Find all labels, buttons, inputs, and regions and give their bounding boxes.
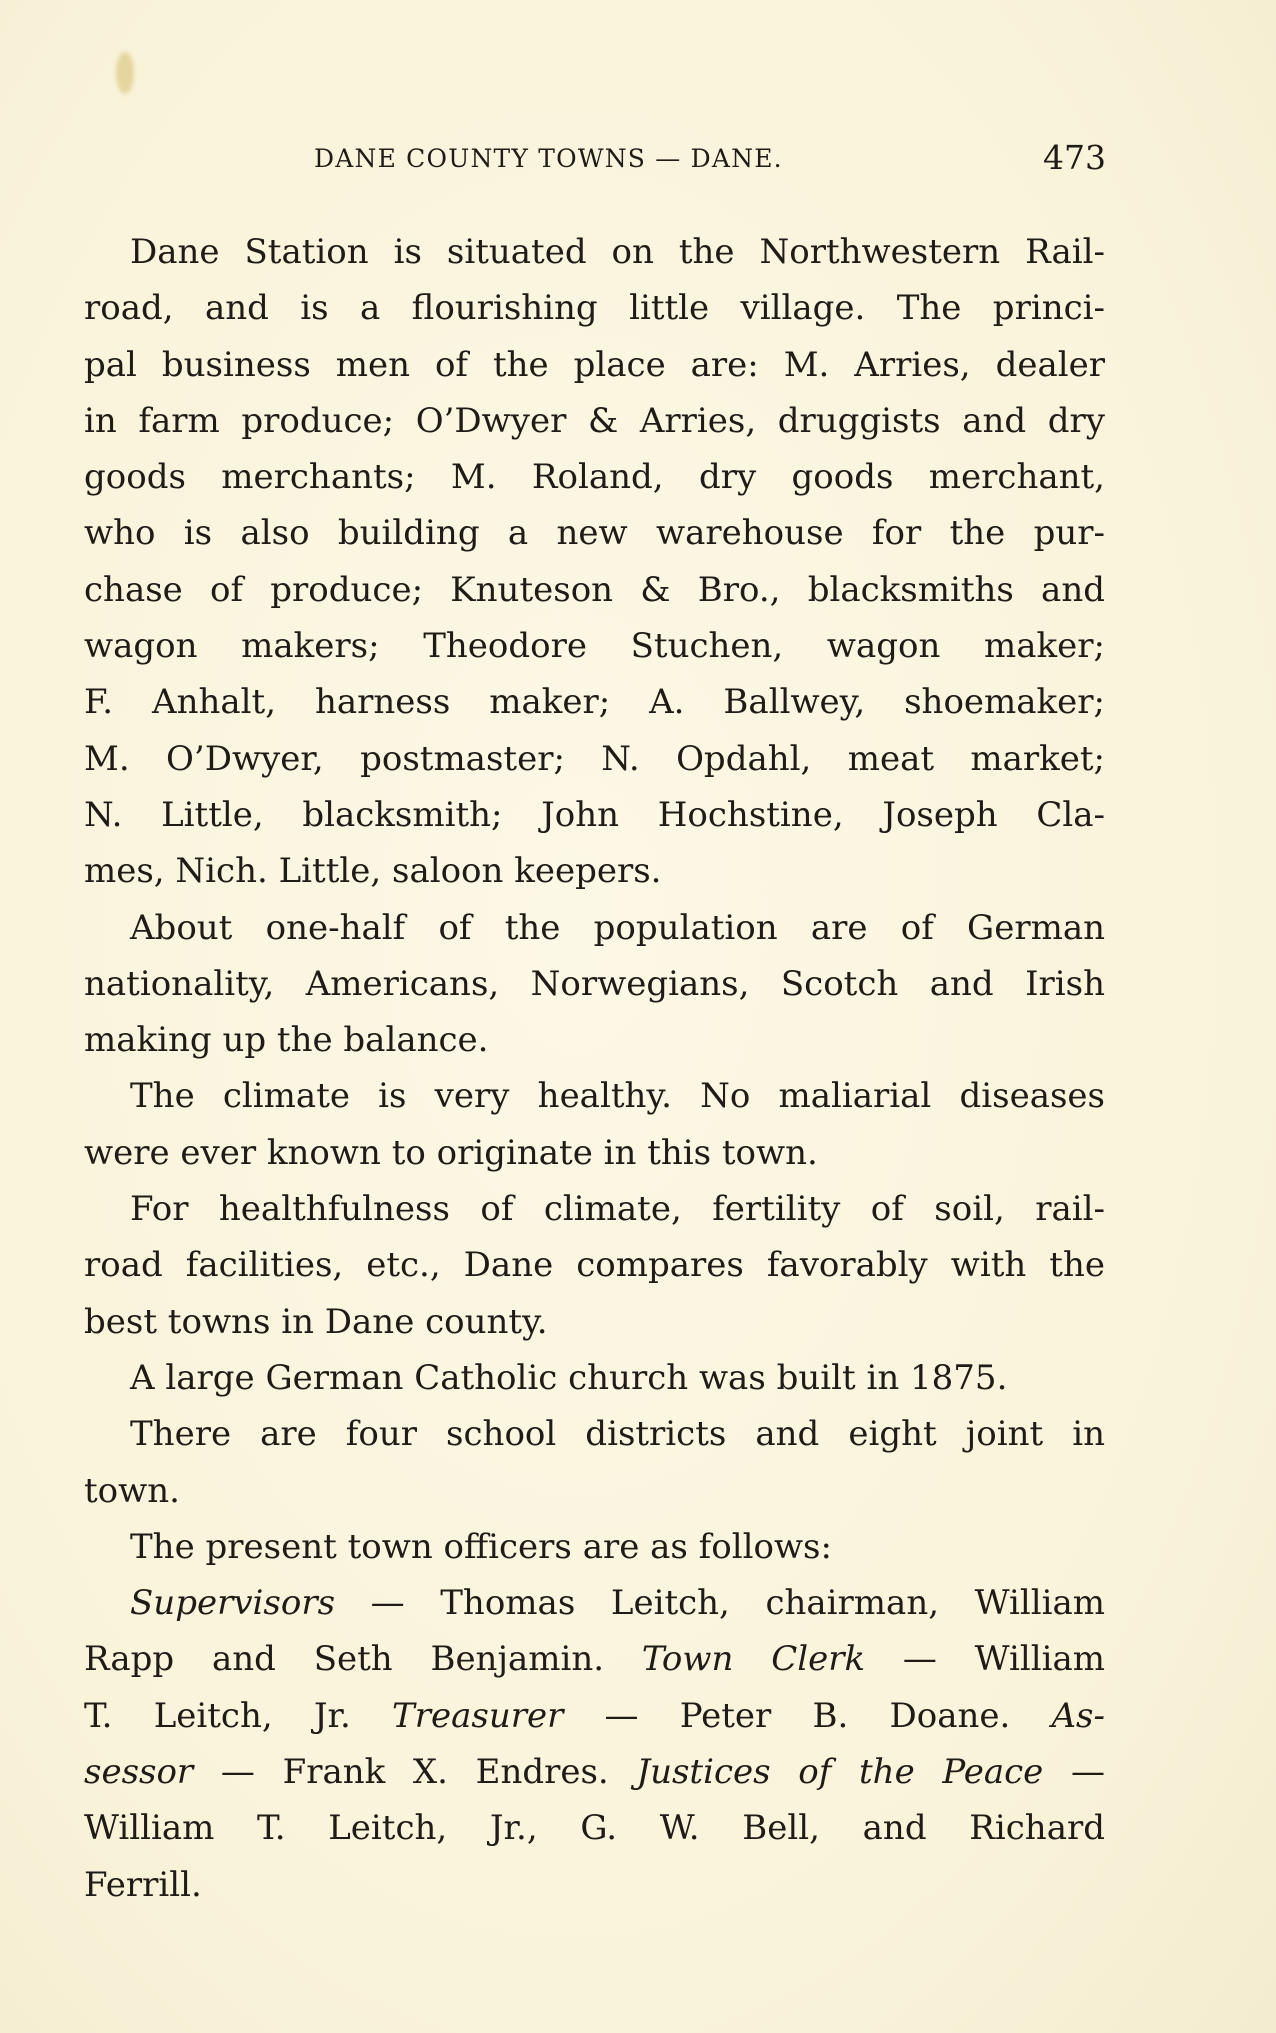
text-line [84,1463,1105,1519]
text-segment: The present town officers are as follows: [130,1526,832,1567]
text-line [84,1406,1105,1462]
text-line [84,1012,1105,1068]
text-segment: — William [865,1639,1105,1680]
italic-text: As- [1051,1695,1105,1736]
text-line [84,1125,1105,1181]
text-line [84,1181,1105,1237]
ink-stain [116,52,134,94]
text-line [84,280,1105,336]
text-segment: who is also building a new warehouse for the pur- [84,513,1105,554]
text-line [84,1857,1105,1913]
text-line [84,1294,1105,1350]
text-line [84,618,1105,674]
text-segment: William T. Leitch, Jr., G. W. Bell, and Richard [84,1808,1105,1849]
italic-text: sessor [84,1752,194,1793]
text-segment: road, and is a flourishing little village. The princi- [84,288,1105,329]
text-line [84,337,1105,393]
text-segment: were ever known to originate in this town. [84,1132,818,1173]
text-line [84,449,1105,505]
text-segment: town. [84,1470,180,1511]
text-segment: For healthfulness of climate, fertility of soil, rail- [130,1189,1105,1230]
text-line [84,731,1105,787]
text-segment: goods merchants; M. Roland, dry goods merchant, [84,457,1105,498]
text-line [84,224,1105,280]
text-segment: nationality, Americans, Norwegians, Scotch and Irish [84,963,1105,1004]
text-segment: — Thomas Leitch, chairman, William [335,1583,1105,1624]
text-line [84,1575,1105,1631]
text-segment: mes, Nich. Little, saloon keepers. [84,851,662,892]
text-segment: Ferrill. [84,1864,202,1905]
text-segment: wagon makers; Theodore Stuchen, wagon maker; [84,626,1105,667]
text-line [84,562,1105,618]
text-line [84,1744,1105,1800]
text-segment: — Peter B. Doane. [563,1695,1052,1736]
text-segment: — Frank X. Endres. [193,1752,637,1793]
page-number: 473 [1043,138,1106,177]
text-segment: The climate is very healthy. No maliarial diseases [130,1076,1105,1117]
text-line [84,1688,1105,1744]
text-line [84,843,1105,899]
text-segment: A large German Catholic church was built in 1875. [130,1357,1008,1398]
text-line [84,1237,1105,1293]
text-segment: best towns in Dane county. [84,1301,548,1342]
text-line [84,1631,1105,1687]
text-line [84,787,1105,843]
text-line [84,1350,1105,1406]
text-segment: T. Leitch, Jr. [84,1695,393,1736]
italic-text: Justices of the Peace [636,1752,1044,1793]
text-segment: N. Little, blacksmith; John Hochstine, Joseph Cla- [84,794,1105,835]
text-segment: in farm produce; O’Dwyer & Arries, druggists and dry [84,400,1105,441]
italic-text: Town Clerk [641,1639,866,1680]
text-segment: — [1043,1752,1105,1793]
running-head: DANE COUNTY TOWNS — DANE. [314,144,783,173]
text-segment: About one-half of the population are of German [130,907,1105,948]
italic-text: Supervisors [130,1583,336,1624]
body-text [84,224,1105,1913]
text-line [84,1519,1105,1575]
text-segment: chase of produce; Knuteson & Bro., blacksmiths and [84,569,1105,610]
italic-text: Treasurer [392,1695,564,1736]
text-segment: There are four school districts and eight joint in [130,1414,1105,1455]
text-segment: F. Anhalt, harness maker; A. Ballwey, shoemaker; [84,682,1105,723]
text-segment: road facilities, etc., Dane compares favorably with the [84,1245,1105,1286]
page-header [84,138,1106,178]
text-segment: M. O’Dwyer, postmaster; N. Opdahl, meat market; [84,738,1105,779]
text-line [84,1068,1105,1124]
text-line [84,900,1105,956]
text-line [84,674,1105,730]
text-segment: Rapp and Seth Benjamin. [84,1639,642,1680]
text-line [84,956,1105,1012]
text-line [84,393,1105,449]
text-segment: Dane Station is situated on the Northwestern Rail- [130,232,1105,272]
text-segment: making up the balance. [84,1020,489,1061]
text-line [84,505,1105,561]
text-segment: pal business men of the place are: M. Arries, dealer [84,344,1105,385]
text-line [84,1800,1105,1856]
